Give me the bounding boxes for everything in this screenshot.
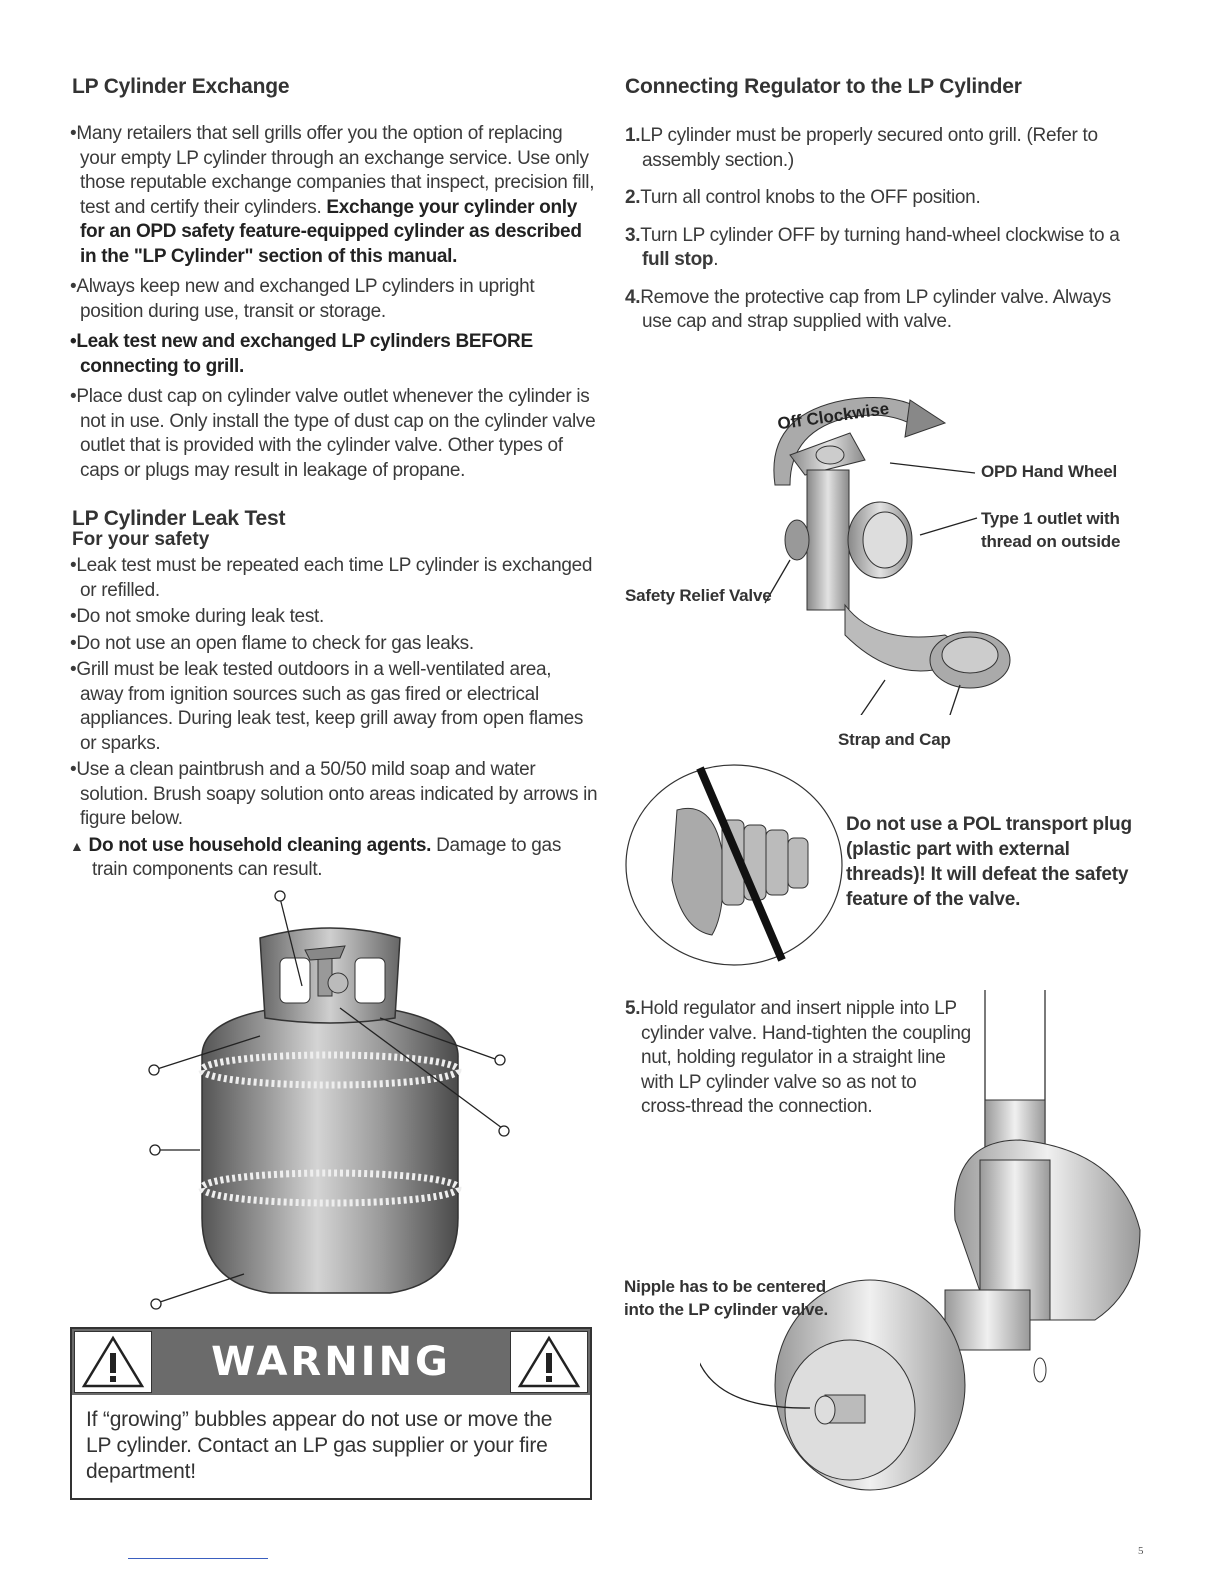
leak-test-heading: LP Cylinder Leak Test [72, 507, 286, 530]
step-2-text: Turn all control knobs to the OFF position. [640, 187, 981, 208]
leak-point-side [150, 1145, 160, 1155]
step-5-text: Hold regulator and insert nipple into LP cylinder valve. Hand-tighten the coupling nut, holding regulator in a straight line with LP cylinder valve so as not to cross-thread the connection. [640, 998, 971, 1117]
leak-point-top [275, 891, 285, 901]
cap-inner [942, 637, 998, 673]
pol-plug-illustration [622, 760, 852, 970]
regulator-steps [625, 124, 1125, 348]
step-2-number: 2. [625, 187, 641, 208]
leak-bullet-1: •Leak test must be repeated each time LP cylinder is exchanged or refilled. [70, 555, 593, 601]
leader-cap [945, 685, 960, 715]
exchange-bullets [70, 122, 598, 489]
leader-strap [853, 680, 885, 715]
pol-warning-text: Do not use a POL transport plug (plastic part with external threads)! It will defeat the safety feature of the valve. [846, 814, 1132, 910]
warning-triangle-right-icon [510, 1331, 588, 1393]
step-2 [625, 186, 1125, 211]
leak-point-left [149, 1065, 159, 1075]
pol-thread-3 [766, 830, 788, 895]
nipple-tip [815, 1396, 835, 1424]
step-1-text: LP cylinder must be properly secured onto grill. (Refer to assembly section.) [640, 125, 1098, 171]
step-4-text: Remove the protective cap from LP cylinder valve. Always use cap and strap supplied with valve. [640, 286, 1111, 332]
regulator-illustration [700, 990, 1160, 1530]
mount-tab [1034, 1358, 1046, 1382]
collar-cutout-right [355, 958, 385, 1003]
nipple-label: Nipple has to be centered into the LP cylinder valve. [624, 1277, 829, 1319]
warning-box [70, 1327, 592, 1500]
leak-bullet-3: •Do not use an open flame to check for gas leaks. [70, 632, 474, 654]
caution-icon: ▲ [70, 837, 84, 854]
arrow-head-icon [905, 400, 945, 437]
step-3-number: 3. [625, 224, 641, 246]
step-4 [625, 286, 1125, 335]
caution-bold: Do not use household cleaning agents. [88, 834, 432, 856]
exchange-bullet-1-bold: Exchange your cylinder only for an OPD safety feature-equipped cylinder as described in the "LP Cylinder" section of this manual. [80, 196, 582, 267]
lp-cylinder-exchange-heading: LP Cylinder Exchange [72, 75, 290, 98]
warning-title: WARNING [211, 1339, 451, 1385]
step-1 [625, 124, 1125, 173]
leader-type1 [920, 518, 977, 535]
caution-note [70, 834, 598, 883]
leak-test-subheading: For your safety [72, 529, 210, 550]
exchange-bullet-1-text: •Many retailers that sell grills offer you the option of replacing your empty LP cylinder through an exchange service. Use only those reputable exchange companies that inspect, precision fill, test and certify their cylinders. [70, 123, 595, 218]
tank-valve [318, 956, 332, 996]
step-1-number: 1. [625, 125, 641, 146]
leak-bullets [70, 554, 598, 883]
caution-text: Damage to gas train components can result. [92, 834, 562, 880]
step-4-number: 4. [625, 286, 641, 308]
safety-relief-valve-label: Safety Relief Valve [625, 586, 772, 605]
leader-handwheel [890, 463, 975, 473]
type1-outlet-label: Type 1 outlet with thread on outside [981, 509, 1121, 551]
exchange-bullet-4: •Place dust cap on cylinder valve outlet whenever the cylinder is not in use. Only install the type of dust cap on the cylinder valve outlet that is provided with the cylinder valve. Other types of caps or plugs may result in leakage of propane. [70, 386, 596, 481]
warning-header [72, 1329, 590, 1395]
valve-stem [807, 470, 849, 610]
safety-relief-valve-shape [785, 520, 809, 560]
collar-cutout-left [280, 958, 310, 1003]
step-3 [625, 224, 1125, 273]
strap-and-cap-label: Strap and Cap [838, 730, 951, 749]
step-5-number: 5. [625, 998, 641, 1019]
leak-bullet-5: •Use a clean paintbrush and a 50/50 mild soap and water solution. Brush soapy solution onto areas indicated by arrows in figure below. [70, 759, 598, 829]
opd-hand-wheel-label: OPD Hand Wheel [981, 462, 1118, 481]
pol-thread-4 [788, 838, 808, 888]
valve-outlet [328, 973, 348, 993]
leak-arrow-bottom [160, 1274, 244, 1302]
tank-body [202, 1004, 458, 1293]
footer-rule [128, 1558, 268, 1559]
hand-wheel-hub [816, 446, 844, 464]
regulator-elbow [945, 1290, 1030, 1350]
leak-bullet-4: •Grill must be leak tested outdoors in a well-ventilated area, away from ignition sources such as gas fired or electrical appliances. During leak test, keep grill away from open flames or sparks. [70, 659, 584, 754]
step-3-bold: full stop [642, 249, 714, 270]
outlet-thread [863, 512, 907, 568]
leak-point-right-lower [499, 1126, 509, 1136]
warning-message: If “growing” bubbles appear do not use or move the LP cylinder. Contact an LP gas supplier or your fire department! [86, 1408, 553, 1483]
step-3-text: Turn LP cylinder OFF by turning hand-wheel clockwise to a [640, 224, 1120, 246]
off-clockwise-label: Off Clockwise [776, 398, 891, 434]
page-number: 5 [1138, 1545, 1144, 1557]
exchange-bullet-3: •Leak test new and exchanged LP cylinders BEFORE connecting to grill. [70, 331, 533, 377]
propane-cylinder-illustration [140, 888, 520, 1318]
warning-triangle-left-icon [74, 1331, 152, 1393]
leak-bullet-2: •Do not smoke during leak test. [70, 606, 324, 627]
leak-point-right-upper [495, 1055, 505, 1065]
exchange-bullet-2: •Always keep new and exchanged LP cylinders in upright position during use, transit or storage. [70, 276, 535, 322]
leak-point-bottom [151, 1299, 161, 1309]
exchange-bullet-1 [70, 122, 598, 269]
connecting-regulator-heading: Connecting Regulator to the LP Cylinder [625, 75, 1022, 98]
step-3-tail: . [713, 249, 719, 270]
